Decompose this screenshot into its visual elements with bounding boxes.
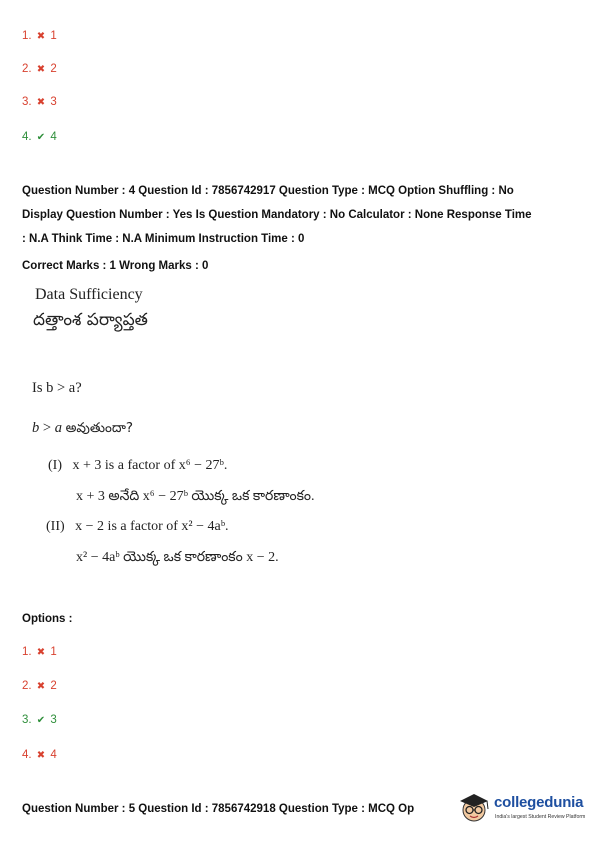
meta-line-1: Question Number : 4 Question Id : 7856742917 Question Type : MCQ Option Shuffling : No (22, 185, 514, 197)
logo-wordmark: collegedunia (494, 794, 584, 811)
mascot-icon (456, 790, 492, 826)
check-icon: ✔ (36, 715, 46, 726)
meta-line-3: : N.A Think Time : N.A Minimum Instruction Time : 0 (22, 233, 305, 245)
option-1: 1. ✖ 1 (22, 646, 57, 658)
prev-option-3: 3. ✖ 3 (22, 96, 57, 108)
statement-1-telugu: x + 3 అనేది x⁶ − 27ᵇ యొక్క ఒక కారణాంకం. (76, 489, 315, 504)
cross-icon: ✖ (36, 750, 46, 761)
question-4-meta (22, 179, 582, 251)
marks-line: Correct Marks : 1 Wrong Marks : 0 (22, 260, 209, 272)
cross-icon: ✖ (36, 97, 46, 108)
statement-2-telugu: x² − 4aᵇ యొక్క ఒక కారణాంకం x − 2. (76, 550, 279, 565)
statement-2-english: (II) x − 2 is a factor of x² − 4aᵇ. (46, 519, 229, 534)
collegedunia-logo (456, 788, 588, 828)
cross-icon: ✖ (36, 681, 46, 692)
question-english: Is b > a? (32, 380, 82, 396)
topic-english: Data Sufficiency (35, 286, 143, 303)
cross-icon: ✖ (36, 647, 46, 658)
options-label: Options : (22, 613, 73, 625)
option-4: 4. ✖ 4 (22, 749, 57, 761)
cross-icon: ✖ (36, 64, 46, 75)
logo-tagline: India's largest Student Review Platform (495, 814, 586, 820)
prev-option-4: 4. ✔ 4 (22, 131, 57, 143)
option-3: 3. ✔ 3 (22, 714, 57, 726)
prev-option-2: 2. ✖ 2 (22, 63, 57, 75)
question-telugu: b > a అవుతుందా? (32, 420, 134, 436)
prev-option-1: 1. ✖ 1 (22, 30, 57, 42)
statement-1-english: (I) x + 3 is a factor of x⁶ − 27ᵇ. (48, 458, 228, 473)
topic-telugu: దత్తాంశ పర్యాప్తత (33, 310, 148, 330)
check-icon: ✔ (36, 132, 46, 143)
question-5-meta: Question Number : 5 Question Id : 7856742918 Question Type : MCQ Op (22, 803, 415, 815)
cross-icon: ✖ (36, 31, 46, 42)
meta-line-2: Display Question Number : Yes Is Question Mandatory : No Calculator : None Response Time (22, 209, 532, 221)
option-2: 2. ✖ 2 (22, 680, 57, 692)
